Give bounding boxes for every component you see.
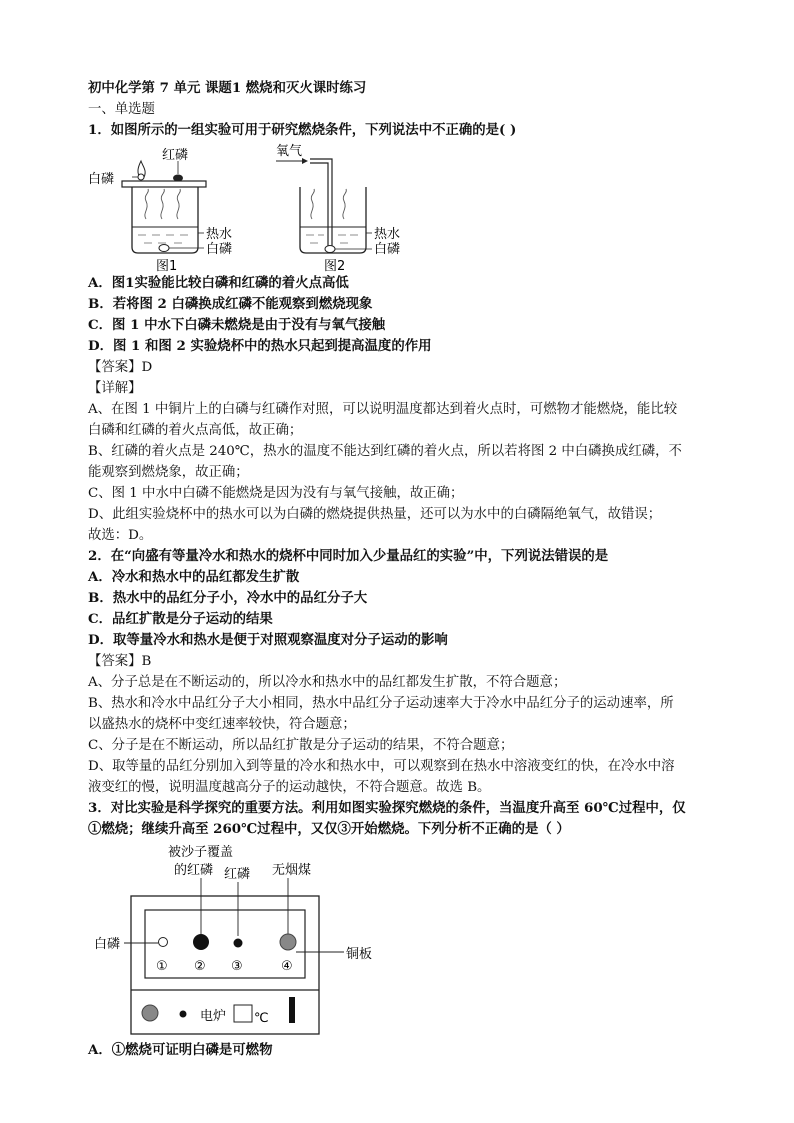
label-red-phosphorus: 红磷 xyxy=(162,148,189,163)
sample-anthracite xyxy=(280,934,296,950)
q1-detail-label: 【详解】 xyxy=(88,381,142,396)
label-red-phosphorus-3: 红磷 xyxy=(224,867,251,882)
figure-2 xyxy=(276,144,400,273)
copper-sheet xyxy=(122,181,206,187)
label-white-phosphorus-water-2: 白磷 xyxy=(374,242,401,257)
label-white-phosphorus-top: 白磷 xyxy=(88,172,115,187)
q1-stem: 1．如图所示的一组实验可用于研究燃烧条件，下列说法中不正确的是( ) xyxy=(88,122,517,138)
red-phosphorus xyxy=(173,175,183,182)
sample-red-phosphorus xyxy=(234,939,243,948)
q1-detail-line: 能观察到燃烧象，故正确； xyxy=(88,465,249,480)
q1-detail-line: 故选：D。 xyxy=(88,528,153,543)
q1-detail-line: C、图 1 中水中白磷不能燃烧是因为没有与氧气接触，故正确； xyxy=(88,486,464,501)
q1-detail-line: 白磷和红磷的着火点高低，故正确； xyxy=(88,423,303,438)
q2-option-c: C．品红扩散是分子运动的结果 xyxy=(88,611,273,627)
q2-option-d: D．取等量冷水和热水是便于对照观察温度对分子运动的影响 xyxy=(88,632,448,648)
label-hot-water-1: 热水 xyxy=(206,227,233,242)
q1-detail-line: A、在图 1 中铜片上的白磷与红磷作对照，可以说明温度都达到着火点时，可燃物才能燃烧，能比较 xyxy=(88,402,678,417)
q1-option-a: A．图1实验能比较白磷和红磷的着火点高低 xyxy=(88,275,349,291)
indicator-light xyxy=(180,1011,187,1018)
q2-answer: 【答案】B xyxy=(88,654,152,669)
white-phosphorus-underwater-1 xyxy=(159,245,169,252)
q1-figure xyxy=(88,143,728,273)
q1-detail-line: B、红磷的着火点是 240℃，热水的温度不能达到红磷的着火点，所以若将图 2 中白磷换成红磷，不 xyxy=(88,444,682,459)
beaker-2 xyxy=(300,187,366,253)
sample-white-phosphorus xyxy=(159,938,168,947)
label-electric-stove: 电炉 xyxy=(200,1009,227,1024)
label-sand-covered-line1: 被沙子覆盖 xyxy=(168,845,234,860)
stove-knob xyxy=(142,1005,158,1021)
power-switch xyxy=(289,997,295,1023)
marker-2: ② xyxy=(194,959,206,974)
q3-stem-line: ①燃烧；继续升高至 260℃过程中，又仅③开始燃烧。下列分析不正确的是（ ） xyxy=(88,821,570,837)
label-temperature-unit: ℃ xyxy=(254,1011,269,1026)
marker-1: ① xyxy=(156,959,168,974)
q3-figure xyxy=(88,842,728,1040)
q2-detail-line: D、取等量的品红分别加入到等量的冷水和热水中，可以观察到在热水中溶液变红的快，在冷水中溶 xyxy=(88,759,675,774)
q3-option-a: A．①燃烧可证明白磷是可燃物 xyxy=(88,1042,273,1058)
caption-figure-2: 图2 xyxy=(324,259,346,273)
q3-stem-line: 3．对比实验是科学探究的重要方法。利用如图实验探究燃烧的条件，当温度升高至 60℃过程中，仅 xyxy=(88,800,686,816)
label-hot-water-2: 热水 xyxy=(374,227,401,242)
worksheet-title: 初中化学第 7 单元 课题1 燃烧和灭火课时练习 xyxy=(88,80,367,96)
label-sand-covered-line2: 的红磷 xyxy=(174,863,214,878)
q2-stem: 2．在“向盛有等量冷水和热水的烧杯中同时加入少量品红的实验”中，下列说法错误的是 xyxy=(88,548,609,564)
white-phosphorus-top xyxy=(138,174,144,180)
q3-apparatus-diagram xyxy=(88,842,728,1040)
caption-figure-1: 图1 xyxy=(156,259,178,273)
q1-apparatus-diagram xyxy=(88,143,508,273)
q2-detail-line: A、分子总是在不断运动的，所以冷水和热水中的品红都发生扩散，不符合题意； xyxy=(88,675,567,690)
q2-detail-line: 液变红的慢，说明温度越高分子的运动越快，不符合题意。故选 B。 xyxy=(88,780,491,795)
q1-option-c: C．图 1 中水下白磷未燃烧是由于没有与氧气接触 xyxy=(88,317,386,333)
q1-detail-line: D、此组实验烧杯中的热水可以为白磷的燃烧提供热量，还可以为水中的白磷隔绝氧气，故错误； xyxy=(88,507,662,522)
q2-detail-line: 以盛热水的烧杯中变红速率较快，符合题意； xyxy=(88,717,356,732)
q2-detail-line: B、热水和冷水中品红分子大小相同，热水中品红分子运动速率大于冷水中品红分子的运动速率，所 xyxy=(88,696,674,711)
temperature-display xyxy=(234,1005,252,1022)
label-white-phosphorus-3: 白磷 xyxy=(94,937,121,952)
label-copper-plate: 铜板 xyxy=(346,947,373,962)
label-oxygen: 氧气 xyxy=(276,144,303,159)
white-phosphorus-underwater-2 xyxy=(325,246,335,253)
oxygen-tube xyxy=(310,159,332,247)
figure-1 xyxy=(88,147,232,273)
label-white-phosphorus-water-1: 白磷 xyxy=(206,242,233,257)
q2-option-b: B．热水中的品红分子小，冷水中的品红分子大 xyxy=(88,590,368,606)
q2-option-a: A．冷水和热水中的品红都发生扩散 xyxy=(88,569,300,585)
marker-4: ④ xyxy=(281,959,293,974)
q1-option-b: B．若将图 2 白磷换成红磷不能观察到燃烧现象 xyxy=(88,296,373,312)
worksheet-page xyxy=(88,78,728,1061)
q1-option-d: D．图 1 和图 2 实验烧杯中的热水只起到提高温度的作用 xyxy=(88,338,432,354)
label-anthracite: 无烟煤 xyxy=(272,863,312,878)
section-heading: 一、单选题 xyxy=(88,102,155,117)
marker-3: ③ xyxy=(231,959,243,974)
sample-covered-red-phosphorus xyxy=(193,934,209,950)
q2-detail-line: C、分子是在不断运动，所以品红扩散是分子运动的结果，不符合题意； xyxy=(88,738,514,753)
q1-answer: 【答案】D xyxy=(88,360,153,375)
